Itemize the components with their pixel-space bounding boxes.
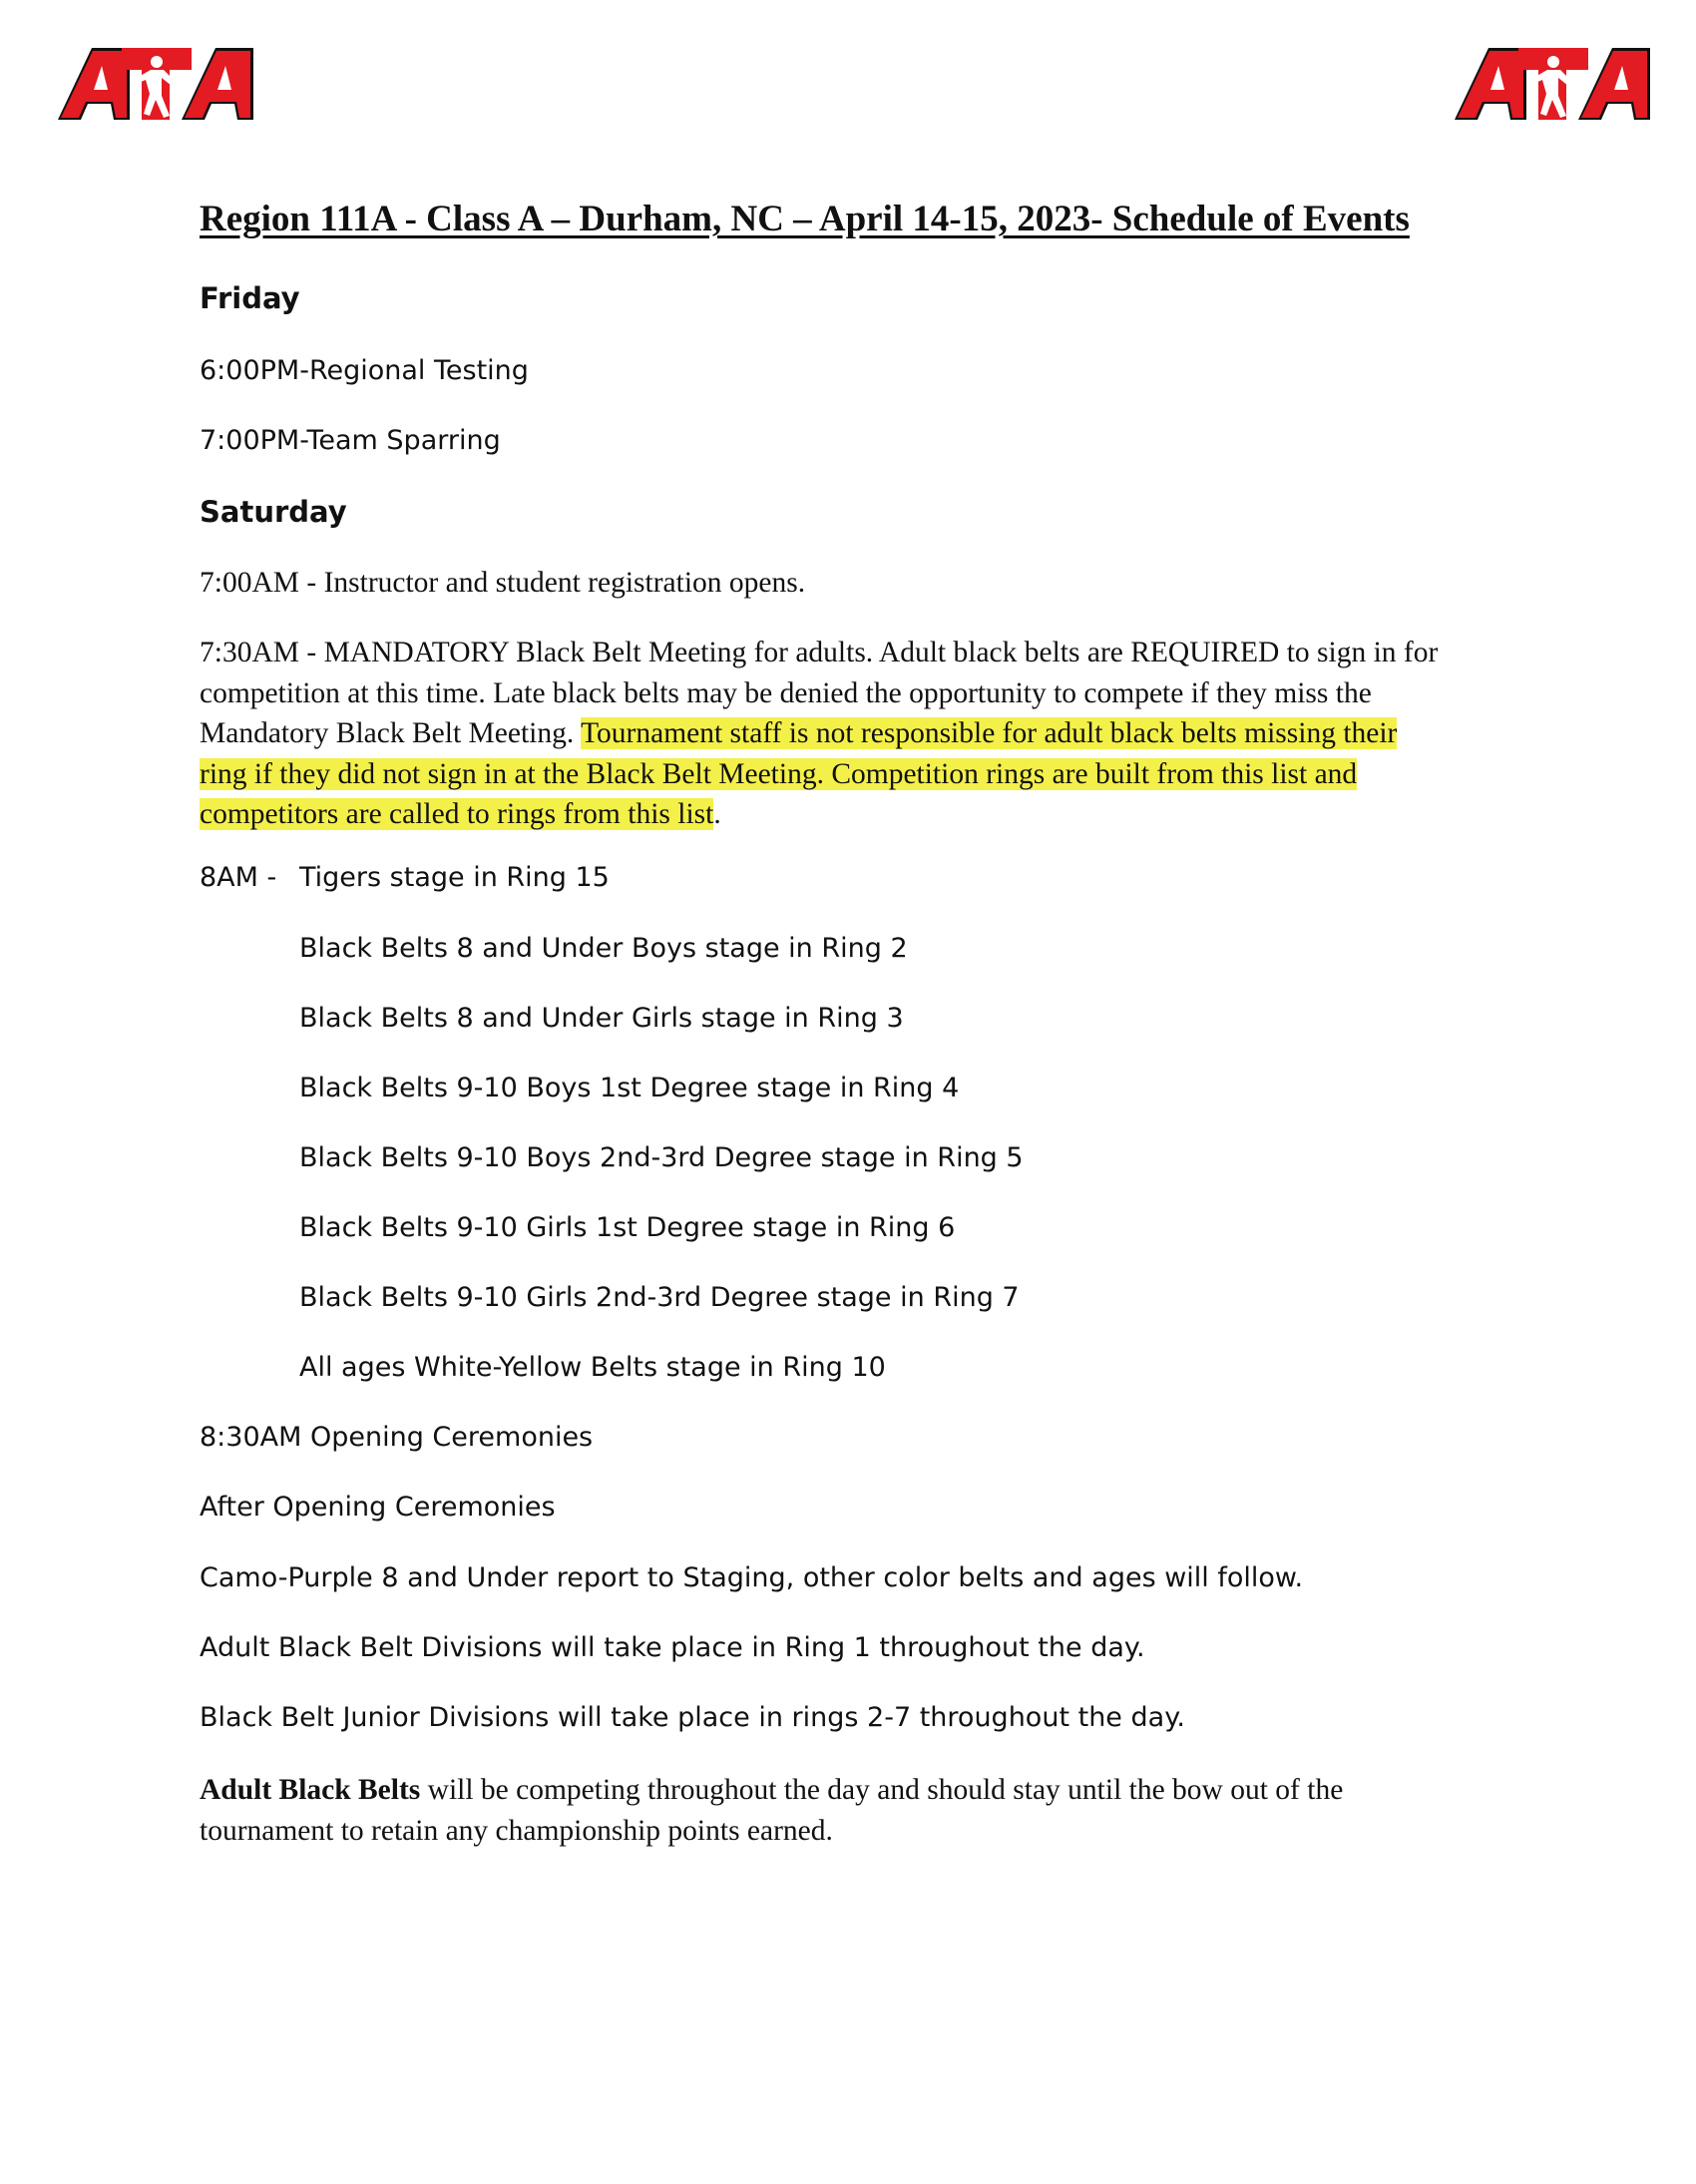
registration-separator: -: [298, 567, 324, 599]
ata-logo-icon: [1455, 44, 1650, 122]
meeting-end-period: .: [713, 798, 721, 830]
opening-ceremonies-line: 8:30AM Opening Ceremonies: [200, 1422, 594, 1453]
staging-item-tigers: Tigers stage in Ring 15: [299, 862, 610, 893]
closing-line-1: [200, 1770, 1496, 1811]
staging-item: Black Belts 9-10 Boys 2nd-3rd Degree stage in Ring 5: [299, 1142, 1024, 1173]
meeting-line-1: [200, 633, 1496, 673]
registration-time: 7:00AM: [200, 567, 299, 599]
staging-item: Black Belts 9-10 Girls 2nd-3rd Degree stage in Ring 7: [299, 1282, 1020, 1313]
meeting-time: 7:30AM: [200, 637, 299, 668]
registration-text: Instructor and student registration opens.: [323, 567, 806, 599]
staging-item: Black Belts 9-10 Girls 1st Degree stage in Ring 6: [299, 1212, 956, 1243]
friday-heading: Friday: [200, 281, 300, 315]
closing-line-2: tournament to retain any championship points earned.: [200, 1814, 833, 1847]
staging-item: All ages White-Yellow Belts stage in Ring 10: [299, 1352, 886, 1383]
closing-text-1: will be competing throughout the day and should stay until the bow out of the: [420, 1774, 1344, 1806]
meeting-separator: -: [298, 637, 324, 668]
staging-item: Black Belts 8 and Under Boys stage in Ring 2: [299, 933, 908, 964]
staging-first-line: [200, 862, 610, 893]
staging-item: Black Belts 9-10 Boys 1st Degree stage in Ring 4: [299, 1073, 960, 1103]
meeting-highlight-1: Tournament staff is not responsible for adult black belts missing their: [581, 717, 1398, 749]
saturday-heading: Saturday: [200, 495, 347, 529]
registration-line: [200, 567, 805, 600]
ata-logo-icon: [58, 44, 253, 122]
staging-item: Black Belts 8 and Under Girls stage in Ring 3: [299, 1003, 904, 1034]
after-ceremonies-line: After Opening Ceremonies: [200, 1492, 556, 1523]
meeting-line-5: [200, 794, 1496, 835]
meeting-line-4: [200, 754, 1496, 795]
adult-black-belt-divisions-line: Adult Black Belt Divisions will take place in Ring 1 throughout the day.: [200, 1632, 1145, 1663]
closing-paragraph: [200, 1770, 1496, 1851]
ata-logo-right: [1455, 44, 1650, 122]
meeting-text-1: MANDATORY Black Belt Meeting for adults. Adult black belts are REQUIRED to sign in for: [323, 637, 1439, 668]
meeting-text-3: Mandatory Black Belt Meeting.: [200, 717, 575, 749]
ata-logo-left: [58, 44, 253, 122]
camo-purple-line: Camo-Purple 8 and Under report to Staging, other color belts and ages will follow.: [200, 1562, 1304, 1593]
junior-divisions-line: Black Belt Junior Divisions will take place in rings 2-7 throughout the day.: [200, 1702, 1185, 1733]
meeting-highlight-3: competitors are called to rings from this list: [200, 798, 714, 830]
closing-bold-lead: Adult Black Belts: [200, 1774, 421, 1806]
meeting-highlight-2: ring if they did not sign in at the Black Belt Meeting. Competition rings are built from this list and: [200, 757, 1358, 790]
black-belt-meeting-paragraph: [200, 633, 1496, 835]
meeting-line-2: competition at this time. Late black belts may be denied the opportunity to compete if they miss the: [200, 676, 1372, 709]
page-title: Region 111A - Class A – Durham, NC – April 14-15, 2023- Schedule of Events: [200, 199, 1410, 239]
friday-item-team-sparring: 7:00PM-Team Sparring: [200, 425, 501, 456]
friday-item-regional-testing: 6:00PM-Regional Testing: [200, 355, 529, 386]
staging-time: 8AM -: [200, 862, 277, 893]
meeting-line-3: [200, 713, 1496, 754]
